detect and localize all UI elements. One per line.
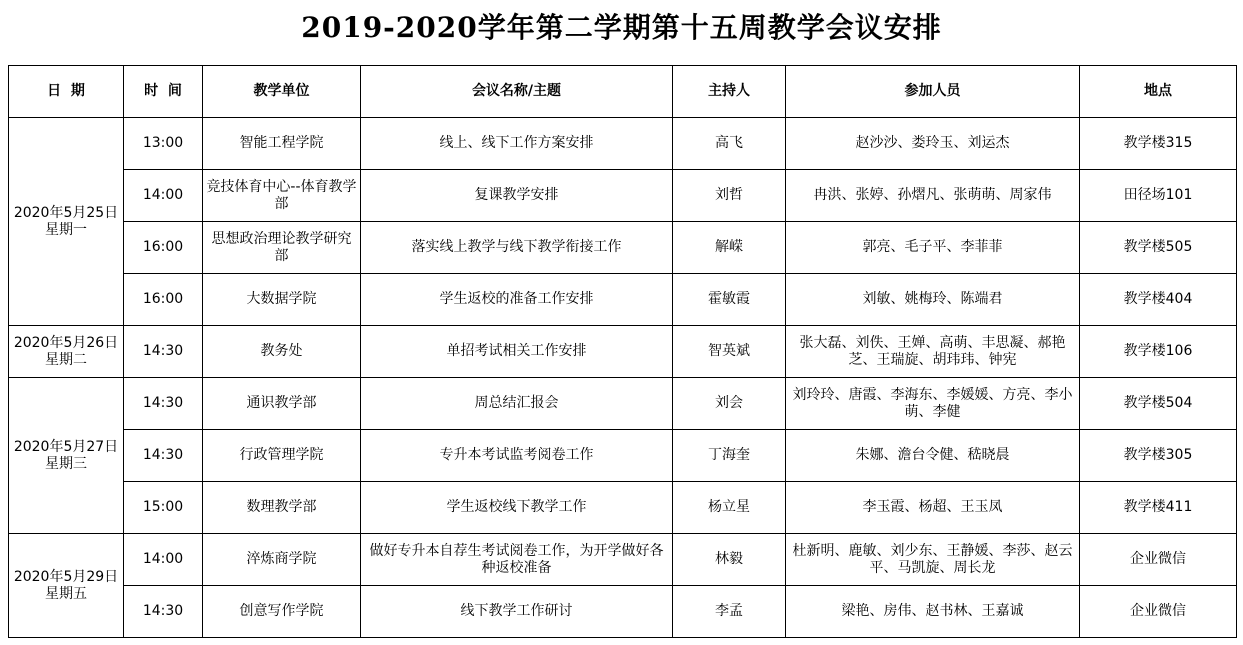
table-row — [9, 222, 1237, 274]
topic-cell: 做好专升本自荐生考试阅卷工作，为开学做好各种返校准备 — [361, 534, 673, 586]
time-cell: 14:00 — [124, 170, 203, 222]
attendees-cell: 李玉霞、杨超、王玉凤 — [786, 482, 1080, 534]
host-cell: 杨立星 — [673, 482, 786, 534]
date-cell — [9, 326, 124, 378]
host-cell: 霍敏霞 — [673, 274, 786, 326]
unit-cell: 通识教学部 — [203, 378, 361, 430]
page-title: 2019-2020学年第二学期第十五周教学会议安排 — [301, 11, 942, 44]
host-cell: 智英斌 — [673, 326, 786, 378]
table-row — [9, 378, 1237, 430]
location-cell: 企业微信 — [1080, 534, 1237, 586]
date-text: 2020年5月25日 — [13, 204, 119, 221]
attendees-cell: 冉洪、张婷、孙熠凡、张萌萌、周家伟 — [786, 170, 1080, 222]
location-cell: 企业微信 — [1080, 586, 1237, 638]
date-cell — [9, 118, 124, 326]
time-cell: 16:00 — [124, 222, 203, 274]
header-date: 日 期 — [9, 66, 124, 118]
topic-cell: 线下教学工作研讨 — [361, 586, 673, 638]
table-row — [9, 170, 1237, 222]
date-text: 2020年5月26日 — [13, 334, 119, 351]
header-unit: 教学单位 — [203, 66, 361, 118]
host-cell: 刘哲 — [673, 170, 786, 222]
header-topic: 会议名称/主题 — [361, 66, 673, 118]
header-host: 主持人 — [673, 66, 786, 118]
attendees-cell: 杜新明、鹿敏、刘少东、王静媛、李莎、赵云平、马凯旋、周长龙 — [786, 534, 1080, 586]
attendees-cell: 刘敏、姚梅玲、陈端君 — [786, 274, 1080, 326]
topic-cell: 落实线上教学与线下教学衔接工作 — [361, 222, 673, 274]
table-row — [9, 326, 1237, 378]
host-cell: 林毅 — [673, 534, 786, 586]
header-attendees: 参加人员 — [786, 66, 1080, 118]
header-location: 地点 — [1080, 66, 1237, 118]
weekday-text: 星期三 — [45, 455, 87, 472]
table-row — [9, 430, 1237, 482]
time-cell: 14:30 — [124, 430, 203, 482]
host-cell: 丁海奎 — [673, 430, 786, 482]
host-cell: 高飞 — [673, 118, 786, 170]
table-row — [9, 274, 1237, 326]
topic-cell: 专升本考试监考阅卷工作 — [361, 430, 673, 482]
time-cell: 14:30 — [124, 378, 203, 430]
header-time: 时 间 — [124, 66, 203, 118]
location-cell: 教学楼305 — [1080, 430, 1237, 482]
location-cell: 教学楼106 — [1080, 326, 1237, 378]
unit-cell: 思想政治理论教学研究部 — [203, 222, 361, 274]
attendees-cell: 刘玲玲、唐霞、李海东、李媛媛、方亮、李小萌、李健 — [786, 378, 1080, 430]
host-cell: 李孟 — [673, 586, 786, 638]
date-text: 2020年5月27日 — [13, 438, 119, 455]
attendees-cell: 张大磊、刘佚、王婵、高萌、丰思凝、郝艳芝、王瑞旋、胡玮玮、钟宪 — [786, 326, 1080, 378]
location-cell: 教学楼504 — [1080, 378, 1237, 430]
table-row — [9, 586, 1237, 638]
table-row — [9, 534, 1237, 586]
attendees-cell: 梁艳、房伟、赵书林、王嘉诚 — [786, 586, 1080, 638]
weekday-text: 星期二 — [45, 351, 87, 368]
location-cell: 教学楼404 — [1080, 274, 1237, 326]
unit-cell: 淬炼商学院 — [203, 534, 361, 586]
host-cell: 解嵘 — [673, 222, 786, 274]
unit-cell: 教务处 — [203, 326, 361, 378]
location-cell: 田径场101 — [1080, 170, 1237, 222]
topic-cell: 单招考试相关工作安排 — [361, 326, 673, 378]
table-row — [9, 482, 1237, 534]
unit-cell: 智能工程学院 — [203, 118, 361, 170]
topic-cell: 复课教学安排 — [361, 170, 673, 222]
time-cell: 15:00 — [124, 482, 203, 534]
table-row — [9, 118, 1237, 170]
time-cell: 16:00 — [124, 274, 203, 326]
attendees-cell: 朱娜、澹台令健、嵇晓晨 — [786, 430, 1080, 482]
date-cell — [9, 534, 124, 638]
unit-cell: 大数据学院 — [203, 274, 361, 326]
weekday-text: 星期五 — [45, 585, 87, 602]
time-cell: 14:30 — [124, 586, 203, 638]
time-cell: 14:00 — [124, 534, 203, 586]
topic-cell: 周总结汇报会 — [361, 378, 673, 430]
date-cell — [9, 378, 124, 534]
topic-cell: 学生返校线下教学工作 — [361, 482, 673, 534]
unit-cell: 竞技体育中心--体育教学部 — [203, 170, 361, 222]
topic-cell: 线上、线下工作方案安排 — [361, 118, 673, 170]
location-cell: 教学楼411 — [1080, 482, 1237, 534]
weekday-text: 星期一 — [45, 221, 87, 238]
header-row — [9, 66, 1237, 118]
attendees-cell: 赵沙沙、娄玲玉、刘运杰 — [786, 118, 1080, 170]
unit-cell: 行政管理学院 — [203, 430, 361, 482]
location-cell: 教学楼505 — [1080, 222, 1237, 274]
attendees-cell: 郭亮、毛子平、李菲菲 — [786, 222, 1080, 274]
time-cell: 13:00 — [124, 118, 203, 170]
meeting-schedule-table — [8, 65, 1237, 638]
topic-cell: 学生返校的准备工作安排 — [361, 274, 673, 326]
host-cell: 刘会 — [673, 378, 786, 430]
unit-cell: 创意写作学院 — [203, 586, 361, 638]
unit-cell: 数理教学部 — [203, 482, 361, 534]
date-text: 2020年5月29日 — [13, 568, 119, 585]
time-cell: 14:30 — [124, 326, 203, 378]
location-cell: 教学楼315 — [1080, 118, 1237, 170]
